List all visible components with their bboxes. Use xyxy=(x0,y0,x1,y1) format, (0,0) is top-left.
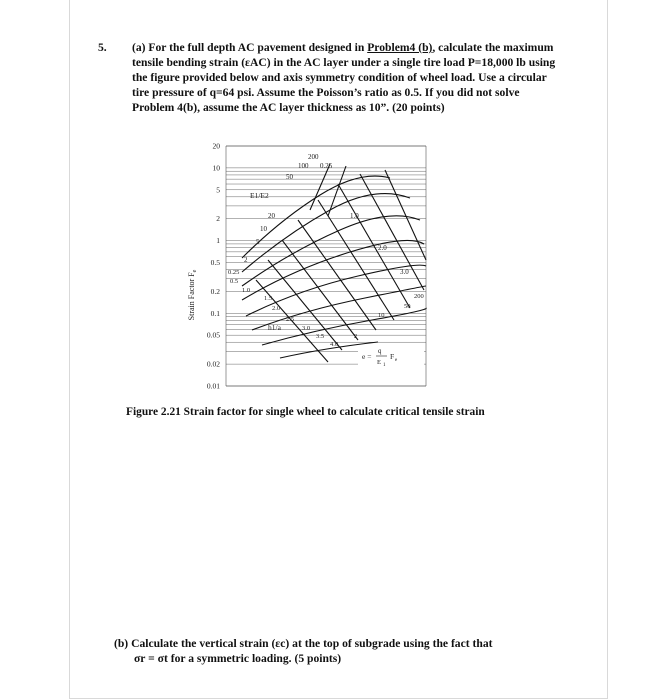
modulus-200: 200 xyxy=(308,153,319,161)
modulus-20: 20 xyxy=(268,212,275,220)
y-axis-label: Strain Factor $F_e$ xyxy=(187,269,198,321)
thickness-4-0: 4.0 xyxy=(330,341,339,348)
svg-text:1: 1 xyxy=(383,363,386,368)
y-tick-label: 2 xyxy=(216,214,220,224)
thickness-3-0: 3.0 xyxy=(302,325,311,332)
thickness-0-25: 0.25 xyxy=(228,269,240,276)
modulus-10: 10 xyxy=(260,225,267,233)
question-number: 5. xyxy=(98,41,107,54)
modulus-5: 5 xyxy=(256,238,260,246)
right-1-0: 1.0 xyxy=(350,212,359,220)
question-5b-line2: σr = σt for a symmetric loading. (5 points) xyxy=(134,652,342,665)
problem-reference: Problem4 (b) xyxy=(367,41,433,54)
y-tick-label: 0.01 xyxy=(206,381,220,391)
thickness-3-5: 3.5 xyxy=(316,333,325,340)
question-5b-line1: (b) Calculate the vertical strain (εc) at the top of subgrade using the fact that xyxy=(114,637,493,650)
right-10: 10 xyxy=(378,312,385,319)
question-5b xyxy=(114,636,574,666)
thickness-1-5: 1.5 xyxy=(264,295,273,302)
y-tick-label: 0.05 xyxy=(206,330,220,340)
svg-text:e =: e = xyxy=(362,352,372,361)
svg-text:E: E xyxy=(377,359,381,366)
right-50: 50 xyxy=(404,303,411,310)
modulus-top-label: 0.25 xyxy=(320,162,333,170)
thickness-label: h1/a xyxy=(268,323,281,332)
svg-text:e: e xyxy=(395,358,398,363)
y-tick-labels xyxy=(207,142,220,391)
question-5 xyxy=(98,40,560,115)
figure-caption: Figure 2.21 Strain factor for single wheel to calculate critical tensile strain xyxy=(126,406,485,418)
y-tick-label: 10 xyxy=(212,163,220,173)
thickness-1-0: 1.0 xyxy=(242,287,251,294)
right-2-0: 2.0 xyxy=(378,244,387,252)
svg-text:q: q xyxy=(378,347,382,355)
right-3-0: 3.0 xyxy=(400,268,409,276)
modulus-2: 2 xyxy=(244,256,248,264)
strain-factor-figure xyxy=(180,140,440,400)
y-tick-label: 0.1 xyxy=(210,308,220,318)
thickness-2-5: 2.5 xyxy=(286,316,295,323)
y-tick-label: 5 xyxy=(216,185,220,195)
modulus-50: 50 xyxy=(286,173,293,181)
y-tick-label: 20 xyxy=(212,141,220,151)
y-tick-label: 1 xyxy=(216,236,220,246)
question-5a-text: (a) For the full depth AC pavement designed in Problem4 (b), calculate the maximum tensile bending strain (εAC) in the AC layer under a single tire load P=18,000 lb using the figure provided below and axis symmetry condition of wheel load. Use a circular tire pressure of q=64 psi. Assume the Poisson’s ratio as 0.5. If you did not solve Problem 4(b), assume the AC layer thickness as 10”. (20 points) xyxy=(132,41,556,114)
modulus-ratio-label: E1/E2 xyxy=(250,191,269,200)
y-tick-label: 0.2 xyxy=(210,286,220,296)
thickness-2-0: 2.0 xyxy=(272,305,281,312)
modulus-100: 100 xyxy=(298,162,309,170)
y-tick-label: 0.02 xyxy=(206,359,220,369)
right-200: 200 xyxy=(414,293,424,300)
y-tick-label: 0.5 xyxy=(210,257,220,267)
strain-formula xyxy=(358,346,424,368)
svg-text:F: F xyxy=(390,352,395,361)
thickness-0-5: 0.5 xyxy=(230,278,239,285)
right-2: 2 xyxy=(354,333,358,340)
chart-curves xyxy=(242,164,426,362)
